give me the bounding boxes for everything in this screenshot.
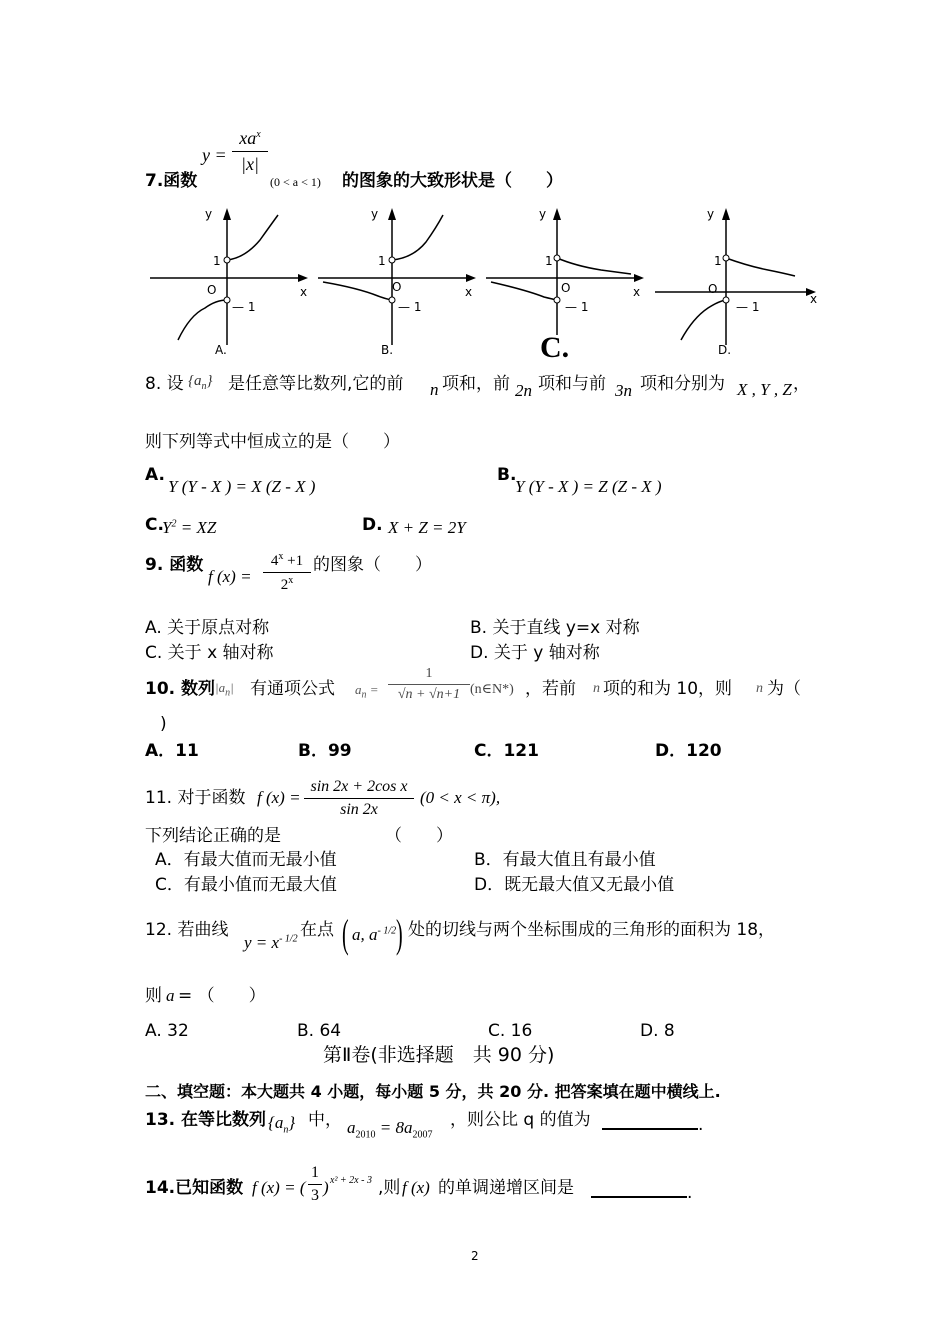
q7-option-c: C.: [540, 331, 570, 364]
q11-fraction: sin 2x + 2cos x sin 2x: [304, 778, 414, 819]
q8-b-label: B.: [497, 465, 517, 485]
q8-3n: 3n: [615, 381, 632, 400]
q11-line2: 下列结论正确的是: [145, 826, 281, 846]
q12-text1: 在点: [300, 920, 334, 940]
q8-text4: 项和分别为: [640, 374, 725, 394]
q10-cond: (n∈N*): [470, 682, 514, 697]
q8-a-label: A.: [145, 465, 165, 485]
q7-b-minus-one: — 1: [398, 300, 422, 314]
q7-tail: 的图象的大致形状是（ ）: [342, 171, 563, 191]
q9-option-c: C. 关于 x 轴对称: [145, 643, 274, 663]
q14-f: f (x) = (: [252, 1178, 306, 1197]
q9-label: 9. 函数: [145, 555, 204, 575]
q7-b-one: 1: [378, 254, 386, 268]
q11-paren: （ ）: [385, 826, 453, 846]
q8-text3: 项和与前: [538, 374, 606, 394]
q10-option-a: A．11: [145, 741, 199, 761]
q14-paren-close: ): [323, 1178, 329, 1197]
q7-fraction: [232, 128, 268, 175]
q12-line2-b: = （ ）: [178, 986, 266, 1006]
q8-a-expr: Y (Y - X ) = X (Z - X ): [168, 477, 316, 496]
q7-c-minus-one: — 1: [565, 300, 589, 314]
q13-text2: ，则公比 q 的值为: [450, 1110, 591, 1130]
q14-answer-blank[interactable]: .: [591, 1178, 692, 1203]
q12-option-a: A. 32: [145, 1021, 189, 1041]
q14-text2: 的单调递增区间是: [438, 1178, 574, 1198]
q7-option-b: B.: [381, 343, 394, 357]
q8-seq: $\{a_n\}$: [188, 373, 213, 392]
q10-an: $a_n$ =: [355, 682, 379, 701]
q11-f: f (x) =: [257, 788, 301, 807]
q13-seq: $\{a_n\}$: [268, 1113, 296, 1136]
q10-option-d: D．120: [655, 741, 722, 761]
q12-lparen: (: [342, 911, 349, 956]
q10-n2: n: [756, 681, 763, 696]
q7-a-axis-y: y: [205, 207, 213, 221]
q10-label: 10. 数列: [145, 679, 216, 699]
q12-rparen: ): [396, 911, 403, 956]
q11-option-d: D．既无最大值又无最小值: [474, 875, 675, 895]
q10-close: ): [160, 714, 167, 734]
q11-option-c: C．有最小值而无最大值: [155, 875, 337, 895]
q7-b-axis-y: y: [371, 207, 379, 221]
q7-y-eq: y =: [202, 145, 227, 165]
q7-d-minus-one: — 1: [736, 300, 760, 314]
q12-option-d: D. 8: [640, 1021, 675, 1041]
q12-line2-var: a: [166, 986, 175, 1005]
q7-num: xa: [239, 128, 257, 148]
q13-label: 13. 在等比数列: [145, 1110, 267, 1130]
q10-option-c: C．121: [474, 741, 539, 761]
q8-xyz: X , Y , Z: [737, 380, 792, 399]
q10-option-b: B．99: [298, 741, 352, 761]
q7-c-one: 1: [545, 254, 553, 268]
q14-exp: x² + 2x - 3: [330, 1175, 372, 1186]
q8-c-expr: $Y^2$ = XZ: [162, 518, 217, 537]
q10-seq: $|a_n|$: [215, 680, 234, 699]
q8-comma: ，: [793, 374, 810, 394]
q7-a-one: 1: [213, 254, 221, 268]
q7-c-axis-y: y: [539, 207, 547, 221]
page-number: 2: [471, 1249, 479, 1263]
q14-f2: f (x): [402, 1178, 430, 1197]
q9-option-d: D. 关于 y 轴对称: [470, 643, 600, 663]
q10-text4: 为（: [767, 679, 801, 699]
q7-a-origin: O: [207, 283, 217, 297]
q8-label: 8. 设: [145, 374, 184, 394]
q7-option-d: D.: [718, 343, 732, 357]
q12-text2: 处的切线与两个坐标围成的三角形的面积为 18，: [408, 920, 776, 940]
q8-n: n: [430, 380, 439, 399]
section2-title: 第Ⅱ卷(非选择题 共 90 分): [323, 1044, 555, 1066]
q7-graph-d: [653, 200, 823, 365]
q10-fraction: 1 √n + √n+1: [388, 666, 470, 703]
section2-intro: 二、填空题：本大题共 4 小题，每小题 5 分，共 20 分. 把答案填在题中横线上.: [145, 1082, 721, 1101]
q7-b-origin: O: [392, 280, 402, 294]
q11-option-a: A．有最大值而无最小值: [155, 850, 337, 870]
q14-fraction: 1 3: [308, 1164, 322, 1205]
q12-option-b: B. 64: [297, 1021, 342, 1041]
q9-option-a: A. 关于原点对称: [145, 618, 270, 638]
q13-expr: $a_{2010} = 8a_{2007}$: [347, 1118, 433, 1141]
q7-d-origin: O: [708, 282, 718, 296]
q11-option-b: B．有最大值且有最小值: [474, 850, 656, 870]
q8-b-expr: Y (Y - X ) = Z (Z - X ): [515, 477, 662, 496]
q12-label: 12. 若曲线: [145, 920, 229, 940]
q11-cond: (0 < x < π),: [420, 788, 501, 807]
q9-fraction: $4^x +1$ 2$^x$: [263, 551, 311, 594]
q7-b-axis-x: x: [465, 285, 473, 299]
q10-text1: 有通项公式: [250, 679, 335, 699]
q7-d-one: 1: [714, 254, 722, 268]
q12-line2-a: 则: [145, 986, 162, 1006]
q7-a-axis-x: x: [300, 285, 308, 299]
q7-den: |x|: [241, 154, 259, 174]
q8-d-label: D.: [362, 515, 383, 535]
q7-d-axis-y: y: [707, 207, 715, 221]
q7-label: 7.函数: [145, 171, 198, 191]
q7-d-axis-x: x: [810, 292, 818, 306]
q8-line2: 则下列等式中恒成立的是（ ）: [145, 432, 400, 452]
q8-text2: 项和，前: [442, 374, 510, 394]
q9-f: f (x) =: [208, 567, 252, 586]
q13-answer-blank[interactable]: .: [602, 1110, 703, 1135]
q14-text1: ,则: [378, 1178, 401, 1198]
q7-a-minus-one: — 1: [232, 300, 256, 314]
q7-c-origin: O: [561, 281, 571, 295]
q7-graph-a: [150, 200, 315, 365]
q9-tail: 的图象（ ）: [313, 555, 432, 575]
q7-cond: (0 < a < 1): [270, 175, 321, 189]
q12-point: a, $a^{- 1/2}$: [352, 925, 397, 944]
q13-text1: 中，: [308, 1110, 342, 1130]
q8-d-expr: X + Z = 2Y: [388, 518, 466, 537]
q14-label: 14.已知函数: [145, 1178, 244, 1198]
q12-curve: $y = x^{- 1/2}$: [244, 933, 298, 952]
q11-label: 11. 对于函数: [145, 788, 246, 808]
q7-c-axis-x: x: [633, 285, 641, 299]
q8-text1: 是任意等比数列,它的前: [228, 374, 404, 394]
q8-2n: 2n: [515, 381, 532, 400]
q9-option-b: B. 关于直线 y=x 对称: [470, 618, 640, 638]
q8-c-label: C.: [145, 515, 164, 535]
q12-option-c: C. 16: [488, 1021, 533, 1041]
q10-text3: 项的和为 10，则: [603, 679, 733, 699]
q7-num-sup: x: [256, 129, 261, 140]
q10-text2: ，若前: [525, 679, 576, 699]
q7-option-a: A.: [215, 343, 227, 357]
q10-n: n: [593, 681, 600, 696]
